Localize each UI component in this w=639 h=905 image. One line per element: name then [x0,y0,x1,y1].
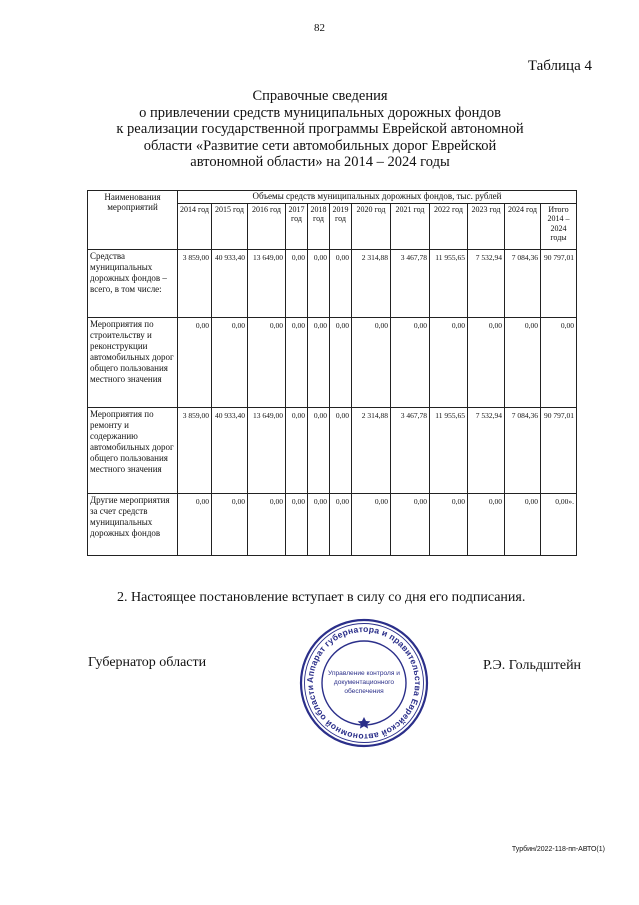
table-row [88,249,577,317]
row-name: Другие мероприятия за счет средств муниципальных дорожных фондов [88,493,178,555]
clause-text: 2. Настоящее постановление вступает в силу со дня его подписания. [117,590,526,605]
header-year: 2021 год [391,203,430,249]
header-total: Итого 2014 – 2024 годы [541,203,577,249]
table-cell: 0,00 [308,249,330,317]
table-cell: 0,00 [308,317,330,407]
table-cell: 0,00 [505,317,541,407]
table-cell: 3 859,00 [178,407,212,493]
header-year: 2018 год [308,203,330,249]
table-cell: 0,00 [286,249,308,317]
header-name-column: Наименования мероприятий [88,191,178,250]
table-cell: 0,00 [286,407,308,493]
table-cell: 0,00 [430,317,468,407]
page-number: 82 [314,22,325,34]
row-name: Мероприятия по ремонту и содержанию автомобильных дорог общего пользования местного значения [88,407,178,493]
header-year: 2016 год [248,203,286,249]
table-cell: 7 532,94 [468,407,505,493]
table-cell: 13 649,00 [248,407,286,493]
table-cell: 0,00 [330,493,352,555]
table-cell: 7 084,36 [505,407,541,493]
table-cell: 0,00 [352,493,391,555]
table-cell: 0,00 [468,493,505,555]
table-cell: 0,00 [391,317,430,407]
table-row [88,407,577,493]
table-row [88,493,577,555]
table-cell: 0,00 [330,249,352,317]
table-cell: 0,00 [212,317,248,407]
seal-center-line-3: обеспечения [344,688,384,695]
row-name: Мероприятия по строительству и реконструкции автомобильных дорог общего пользования местного значения [88,317,178,407]
table-cell: 2 314,88 [352,249,391,317]
table-cell: 11 955,65 [430,407,468,493]
header-year: 2015 год [212,203,248,249]
header-year: 2020 год [352,203,391,249]
table-cell: 0,00 [178,317,212,407]
seal-star-icon [358,717,371,729]
header-year: 2019 год [330,203,352,249]
table-cell: 3 467,78 [391,407,430,493]
funds-table [87,190,577,556]
table-cell: 0,00 [541,317,577,407]
table-cell: 0,00 [468,317,505,407]
table-cell: 90 797,01 [541,407,577,493]
table-cell: 0,00 [248,493,286,555]
table-cell: 0,00 [212,493,248,555]
table-row [88,317,577,407]
footer-document-code: Турбин/2022-118-пп-АВТО(1) [511,846,605,853]
table-cell: 3 467,78 [391,249,430,317]
table-cell: 11 955,65 [430,249,468,317]
header-year: 2024 год [505,203,541,249]
table-cell: 0,00». [541,493,577,555]
table-cell: 0,00 [391,493,430,555]
table-cell: 0,00 [308,407,330,493]
table-cell: 0,00 [178,493,212,555]
header-year: 2014 год [178,203,212,249]
header-group: Объемы средств муниципальных дорожных фондов, тыс. рублей [178,191,577,204]
table-cell: 13 649,00 [248,249,286,317]
row-name: Средства муниципальных дорожных фондов – всего, в том числе: [88,249,178,317]
table-cell: 0,00 [430,493,468,555]
table-cell: 0,00 [330,317,352,407]
title-line-1: Справочные сведения [252,88,388,104]
title-line-3: к реализации государственной программы Еврейской автономной [116,121,524,137]
table-cell: 0,00 [505,493,541,555]
table-cell: 0,00 [286,317,308,407]
seal-center-line-1: Управление контроля и [328,670,400,677]
title-line-5: автономной области» на 2014 – 2024 годы [190,154,450,170]
table-cell: 3 859,00 [178,249,212,317]
table-cell: 40 933,40 [212,249,248,317]
title-line-4: области «Развитие сети автомобильных дорог Еврейской [143,137,497,154]
header-year: 2022 год [430,203,468,249]
table-cell: 0,00 [308,493,330,555]
table-cell: 7 532,94 [468,249,505,317]
table-cell: 0,00 [248,317,286,407]
table-cell: 40 933,40 [212,407,248,493]
table-label: Таблица 4 [527,58,592,74]
signatory-title: Губернатор области [88,655,207,670]
seal-center-line-2: документационного [333,679,395,686]
official-seal [298,617,430,749]
table-cell: 0,00 [286,493,308,555]
table-cell: 0,00 [352,317,391,407]
table-cell: 0,00 [330,407,352,493]
header-year: 2017 год [286,203,308,249]
title-line-2: о привлечении средств муниципальных дорожных фондов [139,104,501,121]
table-cell: 7 084,36 [505,249,541,317]
table-cell: 90 797,01 [541,249,577,317]
signatory-name: Р.Э. Гольдштейн [483,658,582,673]
header-year: 2023 год [468,203,505,249]
seal-ring-text: Аппарат губернатора и правительства Еврейской автономной области [304,623,424,743]
table-cell: 2 314,88 [352,407,391,493]
document-title [80,88,560,171]
